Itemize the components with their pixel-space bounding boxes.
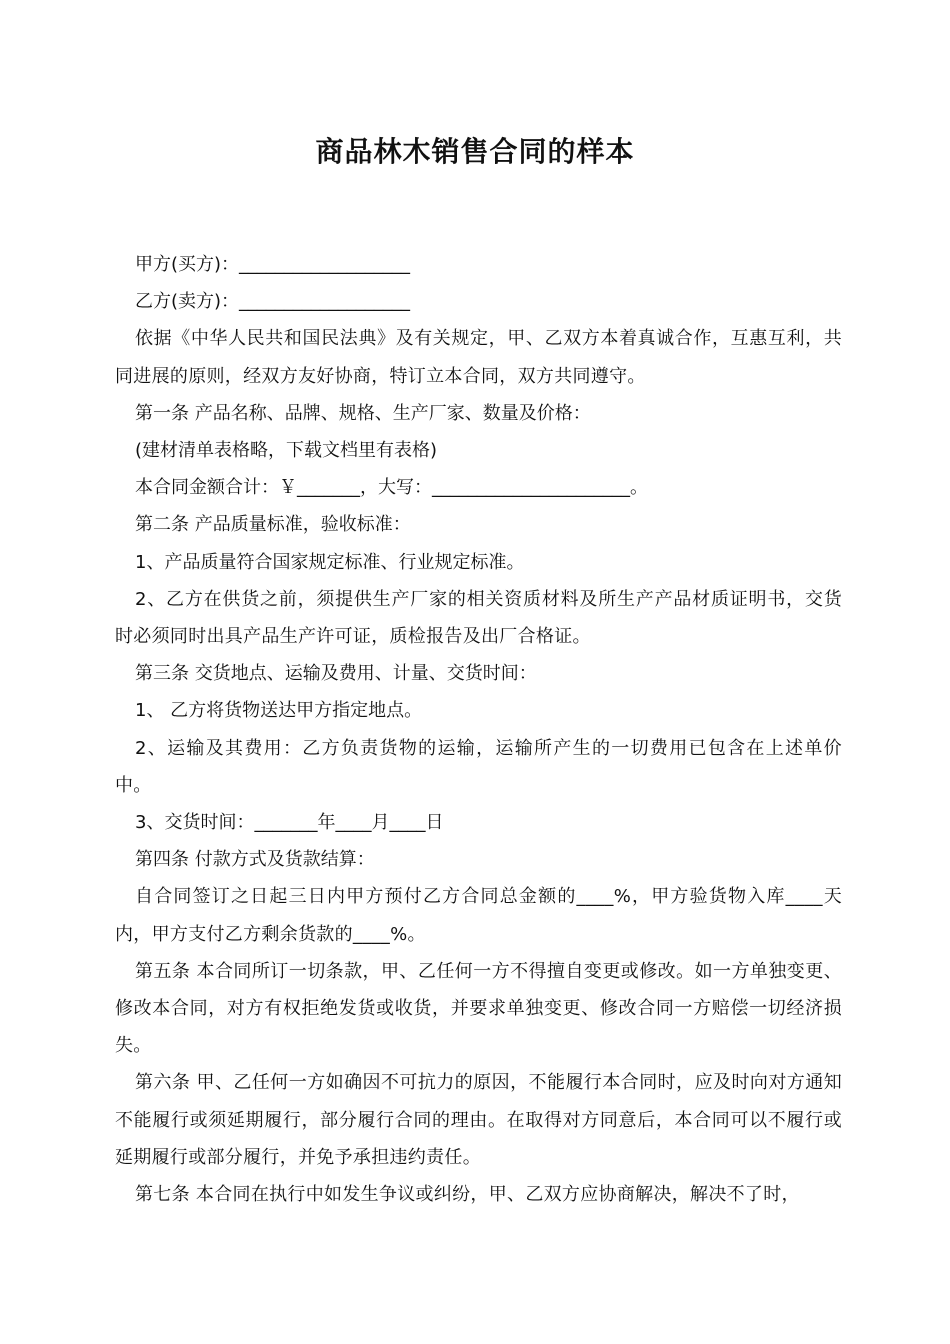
contract-total-line: 本合同金额合计：￥_______，大写：______________________。 [135,477,648,499]
party-b-line: 乙方(卖方)：___________________ [135,291,411,313]
article-4-paragraph: 自合同签订之日起三日内甲方预付乙方合同总金额的____%，甲方验货物入库____天内，甲方支付乙方剩余货款的____%。 [115,886,842,945]
article-3-item-2: 2、运输及其费用：乙方负责货物的运输，运输所产生的一切费用已包含在上述单价中。 [115,737,842,796]
article-1-note: (建材清单表格略，下载文档里有表格) [135,440,438,462]
article-3-heading: 第三条 交货地点、运输及费用、计量、交货时间： [135,663,537,685]
party-a-line: 甲方(买方)：___________________ [135,254,411,275]
preamble-paragraph: 依据《中华人民共和国民法典》及有关规定，甲、乙双方本着真诚合作，互惠互利，共同进展的原则，经双方友好协商，特订立本合同，双方共同遵守。 [115,328,842,387]
article-2-item-2: 2、乙方在供货之前，须提供生产厂家的相关资质材料及所生产产品材质证明书，交货时必须同时出具产品生产许可证，质检报告及出厂合格证。 [115,588,842,648]
article-6-paragraph: 第六条 甲、乙任何一方如确因不可抗力的原因，不能履行本合同时，应及时向对方通知不能履行或须延期履行，部分履行合同的理由。在取得对方同意后，本合同可以不履行或延期履行或部分履行，并免予承担违约责任。 [115,1072,842,1168]
article-4-heading: 第四条 付款方式及货款结算： [135,849,375,871]
article-7-paragraph: 第七条 本合同在执行中如发生争议或纠纷，甲、乙双方应协商解决，解决不了时， [135,1184,800,1206]
article-1-heading: 第一条 产品名称、品牌、规格、生产厂家、数量及价格： [135,402,591,424]
document-title: 商品林木销售合同的样本 [315,135,635,168]
article-3-item-1: 1、 乙方将货物送达甲方指定地点。 [135,700,423,722]
contract-body [115,246,842,1213]
article-2-heading: 第二条 产品质量标准，验收标准： [135,514,411,536]
article-3-item-3: 3、交货时间：_______年____月____日 [135,812,444,834]
article-5-paragraph: 第五条 本合同所订一切条款，甲、乙任何一方不得擅自变更或修改。如一方单独变更、修改本合同，对方有权拒绝发货或收货，并要求单独变更、修改合同一方赔偿一切经济损失。 [115,960,842,1057]
article-2-item-1: 1、产品质量符合国家规定标准、行业规定标准。 [135,551,525,573]
